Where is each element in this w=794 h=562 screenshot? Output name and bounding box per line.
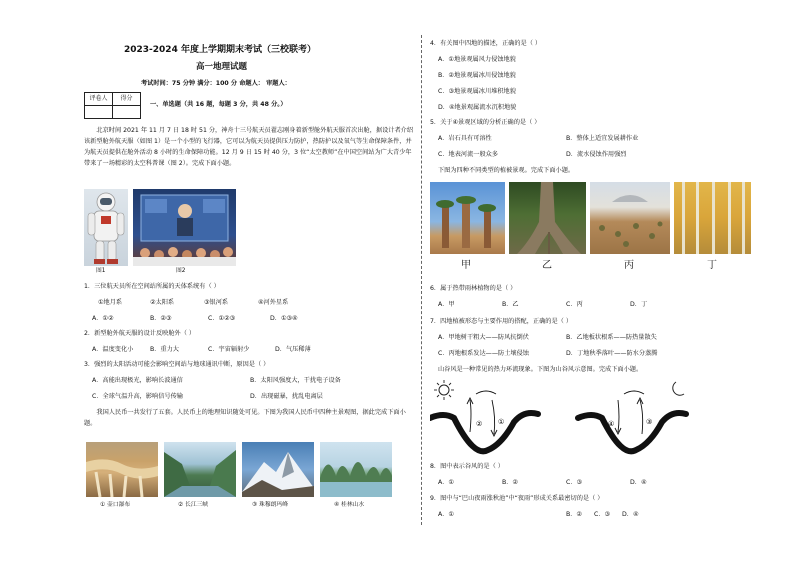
question-6-option-a[interactable]: A．甲 [438,301,455,308]
question-5-stem: 5．关于④景观区域的分析正确的是（ ） [430,119,541,126]
question-3-option-d[interactable]: D．出现磁暴，扰乱电离层 [250,393,323,400]
sun-icon [434,380,454,400]
veg-label-jia: 甲 [461,260,471,271]
question-6-option-c[interactable]: C．丙 [566,301,583,308]
photo-three-gorges [164,442,236,497]
photo-veg-jia [430,182,505,254]
question-1-item-2: ②太阳系 [150,299,175,306]
column-divider [421,35,422,525]
veg-label-ding: 丁 [707,260,717,271]
question-2-stem: 2．新型舱外航天服的设计反映舱外（ ） [84,330,196,337]
score-table [84,92,141,119]
veg-label-yi: 乙 [542,260,552,271]
question-5-option-a[interactable]: A．岩石具有可溶性 [438,135,492,142]
question-4-option-c[interactable]: C．③地景观属冰川堆积地貌 [438,88,516,95]
question-5-option-b[interactable]: B．整体上适宜发展耕作业 [566,135,639,142]
passage-rmb: 我国人民币一共发行了五套。人民币上的地理知识随处可见。下图为我国人民币中四种主景观图，据此完成下面小题。 [84,409,406,427]
score-table-grader-cell [85,106,113,119]
question-2-option-c[interactable]: C．宇宙辐射少 [208,346,250,353]
question-1-option-d[interactable]: D．①③④ [270,315,298,322]
exam-subtitle: 高一地理试题 [196,62,248,72]
photo-veg-ding [674,182,751,254]
question-2-option-d[interactable]: D．气压稀薄 [275,346,311,353]
photo-veg-bing [590,182,670,254]
question-1-item-1: ①地月系 [98,299,123,306]
question-7-option-c[interactable]: C．丙地根系发达——防土壤侵蚀 [438,350,529,357]
question-1-option-b[interactable]: B．②③ [150,315,172,322]
question-6-option-b[interactable]: B．乙 [502,301,519,308]
question-3-stem: 3．强烈的太阳活动可能会影响空间站与地球通讯中断，原因是（ ） [84,361,270,368]
exam-meta: 考试时间：75 分钟 满分：100 分 命题人： 审题人： [141,80,291,87]
rmb-caption-4: ④ 桂林山水 [334,502,365,508]
question-1-option-a[interactable]: A．①② [92,315,114,322]
question-8-option-c[interactable]: C．③ [566,479,583,486]
question-5-option-c[interactable]: C．地表河流一般众多 [438,151,499,158]
question-1-stem: 1．三位航天员所在空间站所属的天体系统有（ ） [84,283,220,290]
figure-1-caption: 图1 [96,268,106,274]
question-9-stem: 9．图中与“巴山夜雨涨秋池”中“夜雨”形成关系最密切的是（ ） [430,495,604,502]
exam-title: 2023-2024 年度上学期期末考试（三校联考） [124,45,316,55]
valley-label-3: ③ [646,418,653,426]
question-3-option-b[interactable]: B．太阳风强度大，干扰电子设备 [250,377,341,384]
figure-2-caption: 图2 [176,268,186,274]
question-6-stem: 6．属于热带雨林植物的是（ ） [430,285,517,292]
question-1-item-3: ③银河系 [204,299,229,306]
rmb-caption-1: ① 壶口瀑布 [100,502,131,508]
question-7-stem: 7．四地植被形态与主要作用的搭配，正确的是（ ） [430,318,573,325]
photo-everest [242,442,314,497]
question-4-stem: 4．有关图中四地的描述，正确的是（ ） [430,40,542,47]
score-table-score-cell [113,106,141,119]
score-table-score-label: 得分 [113,93,141,106]
passage-vegetation: 下图为四种不同类型的植被景观。完成下面小题。 [438,167,575,174]
question-8-option-d[interactable]: D．④ [630,479,647,486]
question-4-option-d[interactable]: D．④地景观属流水沉积地貌 [438,104,517,111]
question-1-option-c[interactable]: C．①②③ [208,315,236,322]
figure-2-space-class [133,189,236,266]
rmb-caption-3: ③ 珠穆朗玛峰 [252,502,289,508]
question-9-option-b[interactable]: B．② [566,511,582,518]
question-6-option-d[interactable]: D．丁 [630,301,648,308]
question-3-option-a[interactable]: A．高能出现极光，影响长波通信 [92,377,183,384]
passage-space-suit: 北京时间 2021 年 11 月 7 日 18 时 51 分，神舟十三号航天员翟志刚身着新型舱外航天服首次出舱，据设计者介绍该新型舱外航天服（如图 1）是一个小型的飞行器，它可以为航天员提供压力防护，热防护以及氧气等生命保障条件，并为航天员提供在舱外活动 8 小时的生命保障功能。12 月 9 日 15 时 40 分，3 位“太空教师”在中国空间站为广大青少年带来了一场精彩的太空科普课（图 2）。完成下面小题。 [84,127,414,167]
photo-guilin [320,442,392,497]
moon-icon [673,382,684,395]
passage-valley-wind: 山谷风是一种常见的热力环流现象。下图为山谷风示意图。完成下面小题。 [438,366,643,373]
section-heading: 一、单选题（共 16 题，每题 3 分，共 48 分。） [150,101,287,108]
question-9-option-d[interactable]: D．④ [622,511,639,518]
veg-label-bing: 丙 [624,260,634,271]
valley-label-1: ① [498,418,505,426]
valley-label-2: ② [476,420,483,428]
question-8-option-b[interactable]: B．② [502,479,518,486]
question-9-option-c[interactable]: C．③ [594,511,611,518]
question-7-option-d[interactable]: D．丁地秋季落叶——防水分蒸腾 [566,350,658,357]
question-1-item-4: ④河外星系 [258,299,289,306]
question-2-option-b[interactable]: B．重力大 [150,346,179,353]
question-2-option-a[interactable]: A．温度变化小 [92,346,134,353]
question-5-option-d[interactable]: D．流水侵蚀作用强烈 [566,151,627,158]
question-7-option-a[interactable]: A．甲地树干粗大——防风抗倒伏 [438,334,529,341]
figure-1-astronaut [84,189,128,266]
photo-hukou-waterfall [86,442,158,497]
score-table-grader-label: 评卷人 [85,93,113,106]
rmb-caption-2: ② 长江三峡 [178,502,209,508]
question-9-option-a[interactable]: A．① [438,511,454,518]
question-7-option-b[interactable]: B．乙地板状根系——防热量散失 [566,334,657,341]
question-3-option-c[interactable]: C．全球气温升高，影响信号传输 [92,393,183,400]
question-4-option-a[interactable]: A．①地景观属风力侵蚀地貌 [438,56,516,63]
photo-veg-yi [509,182,586,254]
question-8-stem: 8．图中表示谷风的是（ ） [430,463,504,470]
valley-wind-diagram [430,378,690,458]
question-4-option-b[interactable]: B．②地景观属冰川侵蚀地貌 [438,72,516,79]
question-8-option-a[interactable]: A．① [438,479,454,486]
valley-label-4: ④ [608,420,615,428]
